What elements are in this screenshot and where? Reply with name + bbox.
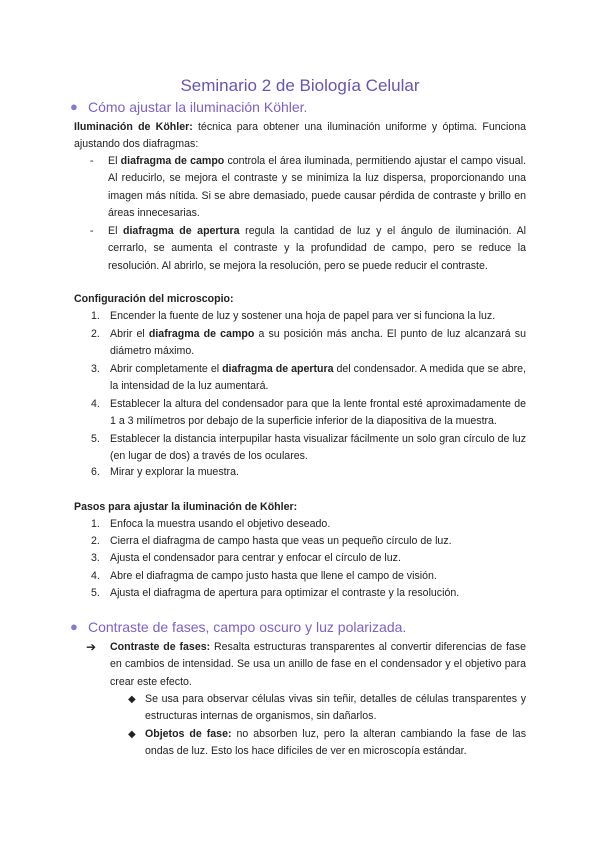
step-item: Enfoca la muestra usando el objetivo deseado. — [110, 518, 331, 530]
dash-marker: - — [90, 155, 94, 167]
config-item-text: a su posición más ancha. El punto de luz alcanzará su diámetro máximo. — [110, 328, 526, 358]
config-heading: Configuración del microscopio: — [74, 293, 234, 305]
config-item-text: Establecer la distancia interpupilar hasta visualizar fácilmente un solo gran círculo de luz (en lugar de dos) a través de los oculares. — [110, 433, 526, 463]
dash-item-text: regula la cantidad de luz y el ángulo de iluminación. Al cerrarlo, se aumenta el contraste y la profundidad de campo, pero se reduce la resolución. Al abrirlo, se mejora la resolución, pero se puede reducir el contraste. — [108, 225, 526, 272]
section-heading-text: Contraste de fases, campo oscuro y luz polarizada. — [88, 619, 407, 635]
page-title: Seminario 2 de Biología Celular — [180, 76, 420, 95]
bullet-dot-icon: ● — [70, 619, 78, 634]
dash-item-text: controla el área iluminada, permitiendo ajustar el campo visual. Al reducirlo, se mejora el contraste y se minimiza la luz dispersa, proporcionando una imagen más nítida. Si se abre demasiado, puede causar pérdida de contraste y brillo en áreas innecesarias. — [108, 155, 526, 220]
bullet-dot-icon: ● — [70, 99, 78, 114]
section-heading-kohler — [70, 99, 308, 115]
list-number: 4. — [91, 398, 100, 410]
section-heading-contrast — [70, 619, 407, 635]
intro-paragraph — [74, 119, 526, 154]
config-item — [110, 431, 526, 466]
list-number: 3. — [91, 363, 100, 375]
step-item: Ajusta el diafragma de apertura para optimizar el contraste y la resolución. — [110, 587, 460, 599]
diamond-item — [145, 726, 526, 761]
dash-item-term: diafragma de campo — [120, 155, 225, 167]
dash-item-field-diaphragm — [108, 153, 526, 223]
config-item-text: Encender la fuente de luz y sostener una hoja de papel para ver si funciona la luz. — [110, 310, 496, 322]
list-number: 2. — [91, 535, 100, 547]
config-item-term: diafragma de campo — [148, 328, 255, 340]
diamond-item-text: no absorben luz, pero la alteran cambiando la fase de las ondas de luz. Esto los hace difíciles de ver en microscopía estándar. — [145, 728, 526, 758]
list-number: 3. — [91, 552, 100, 564]
config-item — [110, 361, 526, 396]
diamond-item — [145, 691, 526, 726]
dash-item-term: diafragma de apertura — [123, 225, 240, 237]
list-number: 6. — [91, 466, 100, 478]
step-item: Cierra el diafragma de campo hasta que veas un pequeño círculo de luz. — [110, 535, 452, 547]
config-item — [110, 464, 526, 481]
config-item-text: Mirar y explorar la muestra. — [110, 466, 239, 478]
phase-contrast-paragraph — [110, 639, 526, 691]
list-number: 1. — [91, 310, 100, 322]
diamond-item-text: Se usa para observar células vivas sin teñir, detalles de células transparentes y estructuras internas de organismos, sin dañarlos. — [145, 693, 526, 723]
phase-contrast-text: Resalta estructuras transparentes al convertir diferencias de fase en cambios de intensidad. Se usa un anillo de fase en el condensador y el objetivo para crear este efecto. — [110, 641, 526, 688]
config-item-text: del condensador. A medida que se abre, la intensidad de la luz aumentará. — [110, 363, 526, 393]
step-item: Abre el diafragma de campo justo hasta que llene el campo de visión. — [110, 570, 437, 582]
intro-term: Iluminación de Köhler: — [74, 121, 193, 133]
config-item-text: Abrir el — [110, 328, 149, 340]
step-item: Ajusta el condensador para centrar y enfocar el círculo de luz. — [110, 552, 401, 564]
config-item — [110, 326, 526, 361]
config-item-text: Establecer la altura del condensador para que la lente frontal esté aproximadamente de 1 a 3 milímetros por debajo de la superficie inferior de la diapositiva de la muestra. — [110, 398, 526, 428]
diamond-bullet-icon: ◆ — [128, 694, 136, 705]
dash-marker: - — [90, 225, 94, 237]
diamond-item-term: Objetos de fase: — [145, 728, 232, 740]
list-number: 5. — [91, 433, 100, 445]
list-number: 2. — [91, 328, 100, 340]
dash-item-text: El — [108, 225, 124, 237]
arrow-right-icon: ➔ — [86, 640, 97, 654]
config-item — [110, 308, 526, 325]
dash-item-aperture-diaphragm — [108, 223, 526, 275]
config-item — [110, 396, 526, 431]
section-heading-text: Cómo ajustar la iluminación Köhler. — [88, 99, 308, 115]
config-item-text: Abrir completamente el — [110, 363, 223, 375]
intro-definition: técnica para obtener una iluminación uniforme y óptima. Funciona ajustando dos diafragmas: — [74, 121, 526, 151]
dash-item-text: El — [108, 155, 121, 167]
list-number: 4. — [91, 570, 100, 582]
steps-heading: Pasos para ajustar la iluminación de Köhler: — [74, 501, 298, 513]
list-number: 1. — [91, 518, 100, 530]
phase-contrast-term: Contraste de fases: — [110, 641, 211, 653]
diamond-bullet-icon: ◆ — [128, 729, 136, 740]
list-number: 5. — [91, 587, 100, 599]
config-item-term: diafragma de apertura — [222, 363, 334, 375]
